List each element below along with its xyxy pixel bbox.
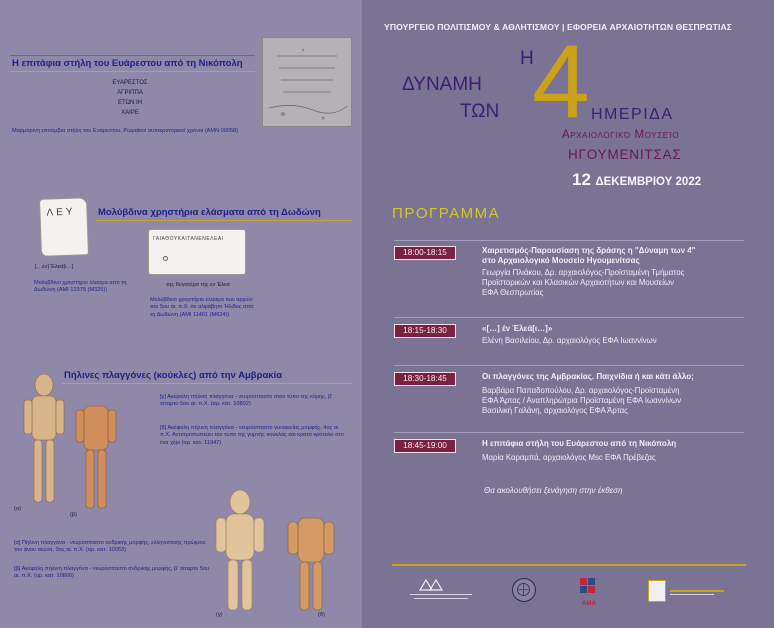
date-day: 12 (572, 170, 591, 189)
lead-tablet-1 (39, 197, 89, 257)
speaker-line: Βαρβάρα Παπαδοπούλου, Δρ. αρχαιολόγος-Προϊσταμένη (482, 386, 680, 395)
ama-logo (574, 576, 604, 606)
inscription-line: ΧΑΙΡΕ (121, 110, 139, 116)
tablet-hole-icon (163, 256, 168, 261)
speaker-line: Βασιλική Γαλάνη, αρχαιολόγος ΕΦΑ Άρτας (482, 406, 628, 415)
event-title-1 (482, 246, 695, 266)
section-underline (10, 71, 255, 72)
event-speaker-1 (482, 268, 684, 298)
section-title-tablets: Μολύβδινα χρηστήρια ελάσματα από τη Δωδώνη (98, 207, 321, 218)
section-title-dolls: Πήλινες πλαγγόνες (κούκλες) από την Αμβρακία (64, 370, 283, 381)
event-date (572, 170, 701, 190)
ama-logo-icon (574, 576, 604, 596)
museum-logo-bar (670, 590, 724, 592)
program-heading: ΠΡΟΓΡΑΜΜΑ (392, 205, 501, 222)
tablet-2-label: της θυγατέρα της εν Έλεα (166, 282, 230, 288)
left-panel (0, 0, 362, 628)
event-speaker-2: Ελένη Βασιλείου, Δρ. αρχαιολόγος ΕΦΑ Ιωαννίνων (482, 336, 657, 345)
speaker-line: ΕΦΑ Θεσπρωτίας (482, 288, 544, 297)
event-divider (394, 365, 744, 366)
ministry-header: ΥΠΟΥΡΓΕΙΟ ΠΟΛΙΤΙΣΜΟΥ & ΑΘΛΗΤΙΣΜΟΥ | ΕΦΟΡΕΙΑ ΑΡΧΑΙΟΤΗΤΩΝ ΘΕΣΠΡΩΤΙΑΣ (384, 22, 733, 32)
doll-caption-b: [β] Ακέφαλη πήλινη πλαγγόνα - νευρόσπαστο ανδρικής μορφής, β' τέταρτο 5ου αι. π.Χ. (αρ. κατ. 10800) (14, 566, 210, 580)
event-title-2: «[…] έν Έλεά[ι…]» (482, 324, 553, 333)
section-overline (10, 55, 255, 56)
tour-note: Θα ακολουθήσει ξενάγηση στην έκθεση (484, 486, 623, 495)
event-title-3: Οι πλαγγόνες της Αμβρακίας. Παιχνίδια ή και κάτι άλλο; (482, 372, 694, 381)
doll-caption-d: [δ] Ακέφαλη πήλινη πλαγγόνα - νευρόσπαστο γυναικείας μορφής, 4ος αι. π.Χ. Αντιπροσωπεύει τον τύπο της γυμνής κούκλας και κρατά κρόταλο στο ένα χέρι (αρ. κατ. 11947) (160, 425, 344, 446)
museum-logo (648, 580, 726, 602)
inscription-line: ΕΤΩΝ ΙΗ (117, 100, 143, 106)
stele-texture (263, 38, 351, 126)
event-divider (394, 432, 744, 433)
stele-caption: Μαρμάρινη επιτύμβια στήλη του Ευάρεστου, Ρωμαϊκοί αυτοκρατορικοί χρόνοι (ΑΜΝ 00058) (12, 128, 239, 134)
title-h: Η (520, 48, 534, 69)
stele-inscription (70, 78, 190, 118)
doll-caption-a: [α] Πήλινη πλαγγόνα - νευρόσπαστο ανδρικής μορφής, ελληνιστικής πρώιμου του άνου αιώνα, 3ος αι. π.Χ. (αρ. κατ. 10053) (14, 540, 206, 554)
title-dynami: ΔΥΝΑΜΗ (402, 74, 482, 95)
dolls-photo-right (200, 488, 350, 620)
tablet-2-text: ΓΑΙΑΘΟΥΚΑΙΤΑΝΕΝΕΛΕΑΙ (153, 236, 224, 242)
tablet-2-caption: Μολύβδινο χρηστήριο έλασμα των αρχών του 5ου αι. π.Χ. σε αλφάβητο Ήλιδος από τη Δωδώνη (ΑΜΙ 11461 (Μ624)) (150, 297, 254, 318)
ama-logo-text: ΑΜΑ (582, 601, 596, 607)
fig-label-g: (γ) (216, 612, 223, 618)
tablet-1-label: […έν] Έλεά[ι…] (35, 264, 74, 270)
imerida: ΗΜΕΡΙΔΑ (591, 106, 674, 123)
event-title-4: Η επιτάφια στήλη του Ευάρεστου από τη Νικόπολη (482, 439, 677, 448)
museum-line-2: ΗΓΟΥΜΕΝΙΤΣΑΣ (568, 147, 682, 162)
event-time-4: 18:45-19:00 (394, 439, 456, 453)
ministry-seal-logo (512, 578, 536, 602)
museum-logo-icon (648, 580, 666, 602)
museum-line-1: Αρχαιολογικό Μουσείο (562, 129, 680, 141)
inscription-line: ΑΓΡΙΠΠΑ (117, 90, 143, 96)
ami-logo (408, 574, 474, 604)
event-time-3: 18:30-18:45 (394, 372, 456, 386)
speaker-line: ΕΦΑ Άρτας / Αναπληρώτρια Προϊσταμένη ΕΦΑ Ιωαννίνων (482, 396, 682, 405)
event-time-2: 18:15-18:30 (394, 324, 456, 338)
seal-icon (513, 579, 534, 600)
footer-divider (392, 564, 746, 566)
speaker-line: Γεωργία Πλιάκου, Δρ. αρχαιολόγος-Προϊσταμένη Τμήματος (482, 268, 685, 277)
section-title-stele: Η επιτάφια στήλη του Ευάρεστου από τη Νικόπολη (12, 58, 243, 69)
event-divider (394, 240, 744, 241)
stele-photo (262, 37, 352, 127)
museum-logo-bar (670, 594, 714, 595)
event-divider (394, 317, 744, 318)
event-speaker-3 (482, 386, 681, 416)
dolls-photo-left (12, 370, 142, 520)
tablet-1-caption: Μολύβδινο χρηστήριο έλασμα από τη Δωδώνη (ΑΜΙ 12375 (Μ325)) (34, 280, 127, 294)
event-speaker-4: Μαρία Καραμπά, αρχαιολόγος Msc ΕΦΑ Πρέβεζας (482, 453, 656, 462)
event-time-1: 18:00-18:15 (394, 246, 456, 260)
event-title-line: Χαιρετισμός-Παρουσίαση της δράσης η "Δύναμη των 4" (482, 246, 696, 255)
lead-tablet-2 (148, 229, 246, 275)
title-ton: ΤΩΝ (460, 101, 500, 122)
date-month-year: ΔΕΚΕΜΒΡΙΟΥ 2022 (595, 176, 702, 188)
speaker-line: Προϊστορικών και Κλασικών Αρχαιοτήτων και Μουσείων (482, 278, 674, 287)
doll-caption-g: [γ] Ακέφαλη πήλινη πλαγγόνα - νευρόσπαστο στον τύπο της κόρης, β' τέταρτο 5ου αι. π.Χ. (αρ. κατ. 10802) (160, 394, 333, 408)
event-title-line: στο Αρχαιολογικό Μουσείο Ηγουμενίτσας (482, 256, 640, 265)
fig-label-a: (α) (14, 506, 21, 512)
inscription-line: ΕΥΑΡΕΣΤΟΣ (112, 80, 148, 86)
right-panel (362, 0, 774, 628)
title-four: 4 (532, 24, 590, 140)
fig-label-d: (δ) (318, 612, 325, 618)
section-underline (96, 220, 352, 221)
ami-logo-icon (408, 574, 474, 604)
tablet-1-text: ΛΕΥ (46, 206, 76, 219)
fig-label-b: (β) (70, 512, 77, 518)
